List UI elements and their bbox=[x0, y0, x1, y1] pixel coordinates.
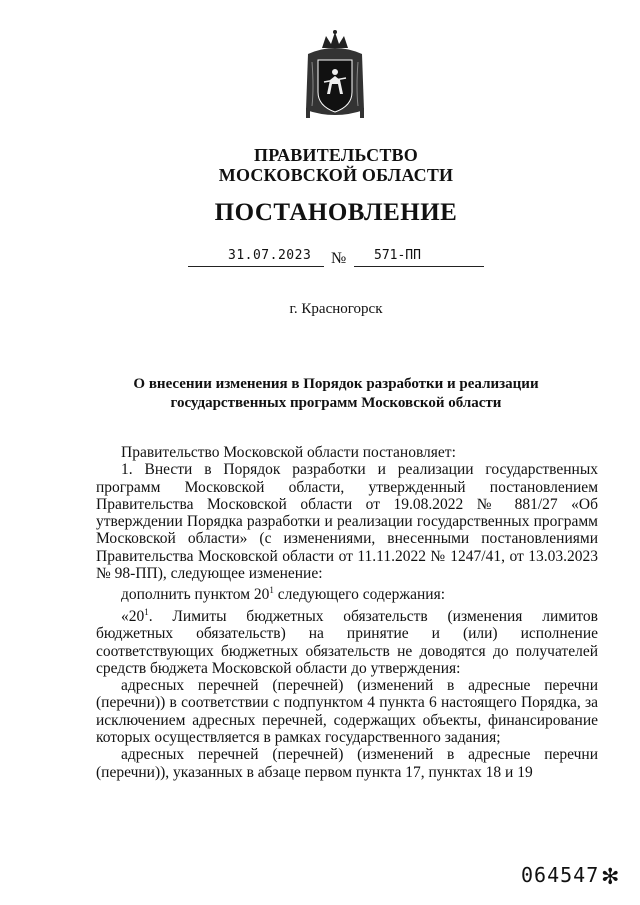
body-paragraph-1: Правительство Московской области постановляет: bbox=[121, 444, 456, 461]
document-body bbox=[96, 444, 598, 781]
stamp-star-icon: ✻ bbox=[601, 865, 620, 890]
coat-of-arms-emblem bbox=[300, 28, 370, 128]
title-line2: государственных программ Московской области bbox=[170, 395, 502, 411]
document-title bbox=[100, 375, 572, 413]
title-line1: О внесении изменения в Порядок разработки и реализации bbox=[133, 376, 539, 392]
document-number: 571-ПП bbox=[374, 248, 421, 263]
city-name: г. Красногорск bbox=[289, 301, 383, 317]
org-name-line2: МОСКОВСКОЙ ОБЛАСТИ bbox=[218, 165, 454, 185]
document-date: 31.07.2023 bbox=[228, 248, 312, 263]
p3-text-end: следующего содержания: bbox=[273, 586, 446, 604]
moscow-oblast-coat-of-arms-icon bbox=[300, 28, 370, 128]
org-name-line1: ПРАВИТЕЛЬСТВО bbox=[254, 145, 418, 165]
p4-superscript: 1 bbox=[144, 606, 149, 617]
number-sign: № bbox=[331, 250, 347, 267]
p4-text-start: «20 bbox=[121, 607, 145, 625]
body-paragraph-2: 1. Внести в Порядок разработки и реализации государственных программ Московской области, утвержденный постановлением Правительства Московской области от 19.08.2022 № 881/27 «Об утверждении Порядка разработки и реализации государственных программ Московской области» (с изменениями, внесенными постановлениями Правительства Московской области от 11.11.2022 № 1247/41, от 13.03.2023 № 98-ПП), следующее изменение: bbox=[96, 461, 598, 583]
number-underline bbox=[354, 266, 484, 267]
body-paragraph-4 bbox=[96, 604, 598, 677]
date-number-line bbox=[188, 248, 488, 270]
body-paragraph-3 bbox=[96, 582, 598, 603]
p3-superscript: 1 bbox=[269, 585, 274, 596]
body-paragraph-6: адресных перечней (перечней) (изменений в адресные перечни (перечни)), указанных в абзаце первом пункта 17, пунктах 18 и 19 bbox=[96, 746, 598, 781]
body-paragraph-5: адресных перечней (перечней) (изменений в адресные перечни (перечни)) в соответствии с подпунктом 4 пункта 6 настоящего Порядка, за исключением адресных перечней, содержащих объекты, финансирование которых осуществляется в рамках государственного задания; bbox=[96, 677, 598, 747]
p3-text-start: дополнить пунктом 20 bbox=[121, 586, 270, 604]
document-type-heading: ПОСТАНОВЛЕНИЕ bbox=[214, 199, 458, 226]
stamp-number: 064547 bbox=[521, 863, 600, 887]
date-underline bbox=[188, 266, 324, 267]
p4-text-rest: . Лимиты бюджетных обязательств (изменения лимитов бюджетных обязательств) на принятие и (или) исполнение соответствующих бюджетных обязательств не доводятся до получателей средств бюджета Московской области до утверждения: bbox=[96, 607, 598, 677]
